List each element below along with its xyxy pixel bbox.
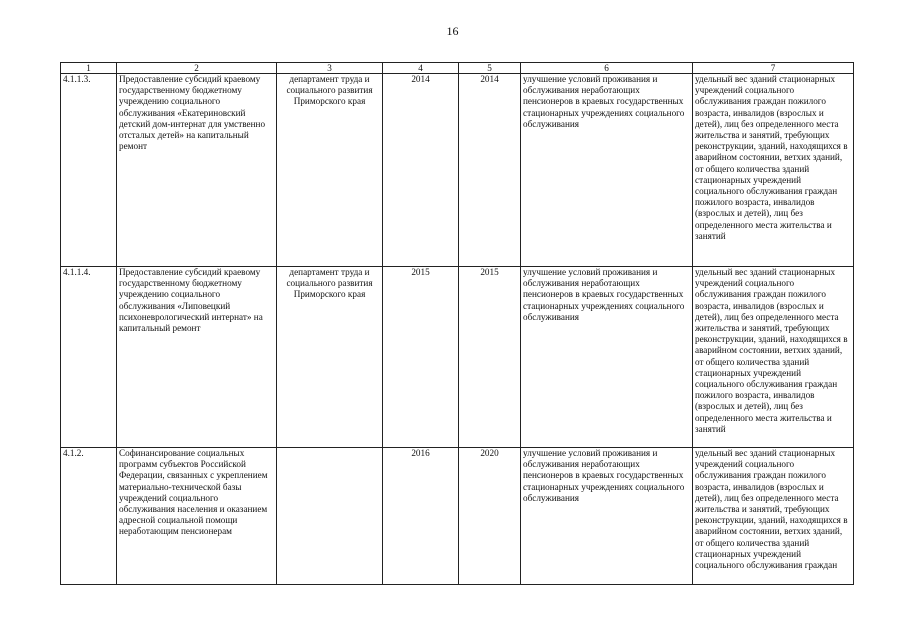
column-header: 7 bbox=[693, 63, 854, 74]
column-header: 1 bbox=[61, 63, 117, 74]
start-year-cell: 2016 bbox=[383, 448, 459, 585]
indicator-cell: удельный вес зданий стационарных учреждений социального обслуживания граждан пожилого возраста, инвалидов (взрослых и детей), лиц без определенного места жительства и занятий, требующих реконструкции, зданий, находящихся в аварийном состоянии, ветхих зданий, от общего количества зданий стационарных учреждений социального обслуживания граждан пожилого возраста, инвалидов (взрослых и детей), лиц без определенного места жительства и занятий bbox=[693, 267, 854, 448]
item-number-cell: 4.1.1.3. bbox=[61, 74, 117, 267]
table-row bbox=[61, 74, 854, 267]
column-number-header-row bbox=[61, 63, 854, 74]
activity-name-cell: Предоставление субсидий краевому государственному бюджетному учреждению социального обслуживания «Липовецкий психоневрологический интернат» на капитальный ремонт bbox=[117, 267, 277, 448]
end-year-cell: 2015 bbox=[459, 267, 521, 448]
item-number-cell: 4.1.1.4. bbox=[61, 267, 117, 448]
expected-result-cell: улучшение условий проживания и обслуживания неработающих пенсионеров в краевых государственных стационарных учреждениях социального обслуживания bbox=[521, 74, 693, 267]
page-number: 16 bbox=[446, 24, 459, 38]
executor-cell bbox=[277, 448, 383, 585]
executor-cell: департамент труда и социального развития Приморского края bbox=[277, 267, 383, 448]
expected-result-cell: улучшение условий проживания и обслуживания неработающих пенсионеров в краевых государственных стационарных учреждениях социального обслуживания bbox=[521, 267, 693, 448]
end-year-cell: 2020 bbox=[459, 448, 521, 585]
table-row bbox=[61, 267, 854, 448]
end-year-cell: 2014 bbox=[459, 74, 521, 267]
start-year-cell: 2015 bbox=[383, 267, 459, 448]
indicator-cell: удельный вес зданий стационарных учреждений социального обслуживания граждан пожилого возраста, инвалидов (взрослых и детей), лиц без определенного места жительства и занятий, требующих реконструкции, зданий, находящихся в аварийном состоянии, ветхих зданий, от общего количества зданий стационарных учреждений социального обслуживания граждан пожилого возраста, инвалидов (взрослых и детей), лиц без определенного места жительства и занятий bbox=[693, 74, 854, 267]
activity-name-cell: Софинансирование социальных программ субъектов Российской Федерации, связанных с укреплением материально-технической базы учреждений социального обслуживания населения и оказанием адресной социальной помощи неработающим пенсионерам bbox=[117, 448, 277, 585]
column-header: 3 bbox=[277, 63, 383, 74]
indicator-cell: удельный вес зданий стационарных учреждений социального обслуживания граждан пожилого возраста, инвалидов (взрослых и детей), лиц без определенного места жительства и занятий, требующих реконструкции, зданий, находящихся в аварийном состоянии, ветхих зданий, от общего количества зданий стационарных учреждений социального обслуживания граждан bbox=[693, 448, 854, 585]
column-header: 4 bbox=[383, 63, 459, 74]
item-number-cell: 4.1.2. bbox=[61, 448, 117, 585]
executor-cell: департамент труда и социального развития Приморского края bbox=[277, 74, 383, 267]
column-header: 5 bbox=[459, 63, 521, 74]
column-header: 6 bbox=[521, 63, 693, 74]
column-header: 2 bbox=[117, 63, 277, 74]
start-year-cell: 2014 bbox=[383, 74, 459, 267]
program-activities-table bbox=[60, 62, 854, 585]
table-row bbox=[61, 448, 854, 585]
activity-name-cell: Предоставление субсидий краевому государственному бюджетному учреждению социального обслуживания «Екатериновский детский дом-интернат для умственно отсталых детей» на капитальный ремонт bbox=[117, 74, 277, 267]
expected-result-cell: улучшение условий проживания и обслуживания неработающих пенсионеров в краевых государственных стационарных учреждениях социального обслуживания bbox=[521, 448, 693, 585]
